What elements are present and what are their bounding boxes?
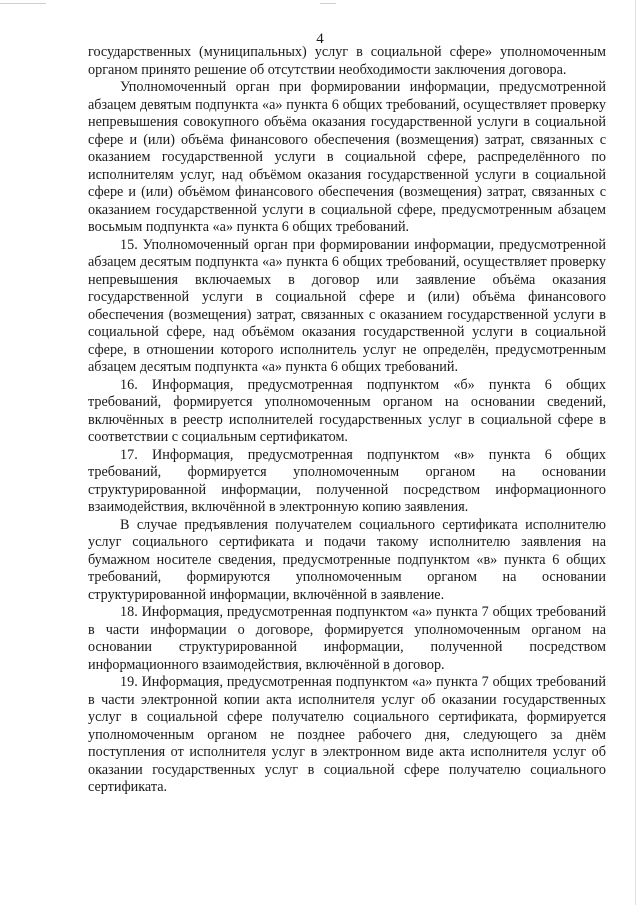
page-number: 4 — [316, 31, 324, 47]
paragraph-item-16: 16. Информация, предусмотренная подпунктом «б» пункта 6 общих требований, формируется уполномоченным органом на основании сведений, включённых в реестр исполнителей государственных услуг в социальной сфере в соответствии с социальным сертификатом. — [88, 376, 606, 445]
paragraph-paper-application: В случае предъявления получателем социального сертификата исполнителю услуг социального сертификата и подачи такому исполнителю заявления на бумажном носителе сведения, предусмотренные подпунктом «в» пункта 6 общих требований, формируются уполномоченным органом на основании структурированной информации, включённой в заявление. — [88, 516, 606, 603]
paragraph-item-19: 19. Информация, предусмотренная подпунктом «а» пункта 7 общих требований в части электронной копии акта исполнителя услуг об оказании государственных услуг в социальной сфере получателю социального сертификата, формируется уполномоченным органом не позднее рабочего дня, следующего за днём поступления от исполнителя услуг в электронном виде акта исполнителя услуг об оказании государственных услуг в социальной сфере получателю социального сертификата. — [88, 674, 606, 795]
paragraph-item-18: 18. Информация, предусмотренная подпунктом «а» пункта 7 общих требований в части информации о договоре, формируется уполномоченным органом на основании структурированной информации, полученной посредством информационного взаимодействия, включённой в договор. — [88, 604, 606, 673]
paragraph-item-17: 17. Информация, предусмотренная подпунктом «в» пункта 6 общих требований, формируется уполномоченным органом на основании структурированной информации, полученной посредством информационного взаимодействия, включённой в электронную копию заявления. — [88, 446, 606, 515]
paragraph-authority-check: Уполномоченный орган при формировании информации, предусмотренной абзацем девятым подпункта «а» пункта 6 общих требований, осуществляет проверку непревышения совокупного объёма оказания государственной услуги в социальной сфере и (или) объёма финансового обеспечения (возмещения) затрат, связанных с оказанием государственной услуги в социальной сфере, распределённого по исполнителям услуг, над объёмом оказания государственной услуги в социальной сфере и (или) объёмом финансового обеспечения (возмещения) затрат, связанных с оказанием государственной услуги в социальной сфере, предусмотренным абзацем восьмым подпункта «а» пункта 6 общих требований. — [88, 79, 606, 235]
scan-page-edge — [635, 0, 636, 905]
scan-edge-mark — [320, 3, 336, 4]
paragraph-item-15: 15. Уполномоченный орган при формировании информации, предусмотренной абзацем десятым подпункта «а» пункта 6 общих требований, осуществляет проверку непревышения включаемых в договор или заявление объёма оказания государственной услуги в социальной сфере и (или) объёма финансового обеспечения (возмещения) затрат, связанных с оказанием государственной услуги в социальной сфере, над объёмом оказания государственной услуги в социальной сфере, в отношении которого исполнитель услуг не определён, предусмотренным абзацем десятым подпункта «а» пункта 6 общих требований. — [88, 236, 606, 375]
paragraph-continuation: государственных (муниципальных) услуг в социальной сфере» уполномоченным органом принято решение об отсутствии необходимости заключения договора. — [88, 44, 606, 78]
scan-edge-mark — [0, 3, 46, 4]
document-body — [88, 44, 606, 797]
